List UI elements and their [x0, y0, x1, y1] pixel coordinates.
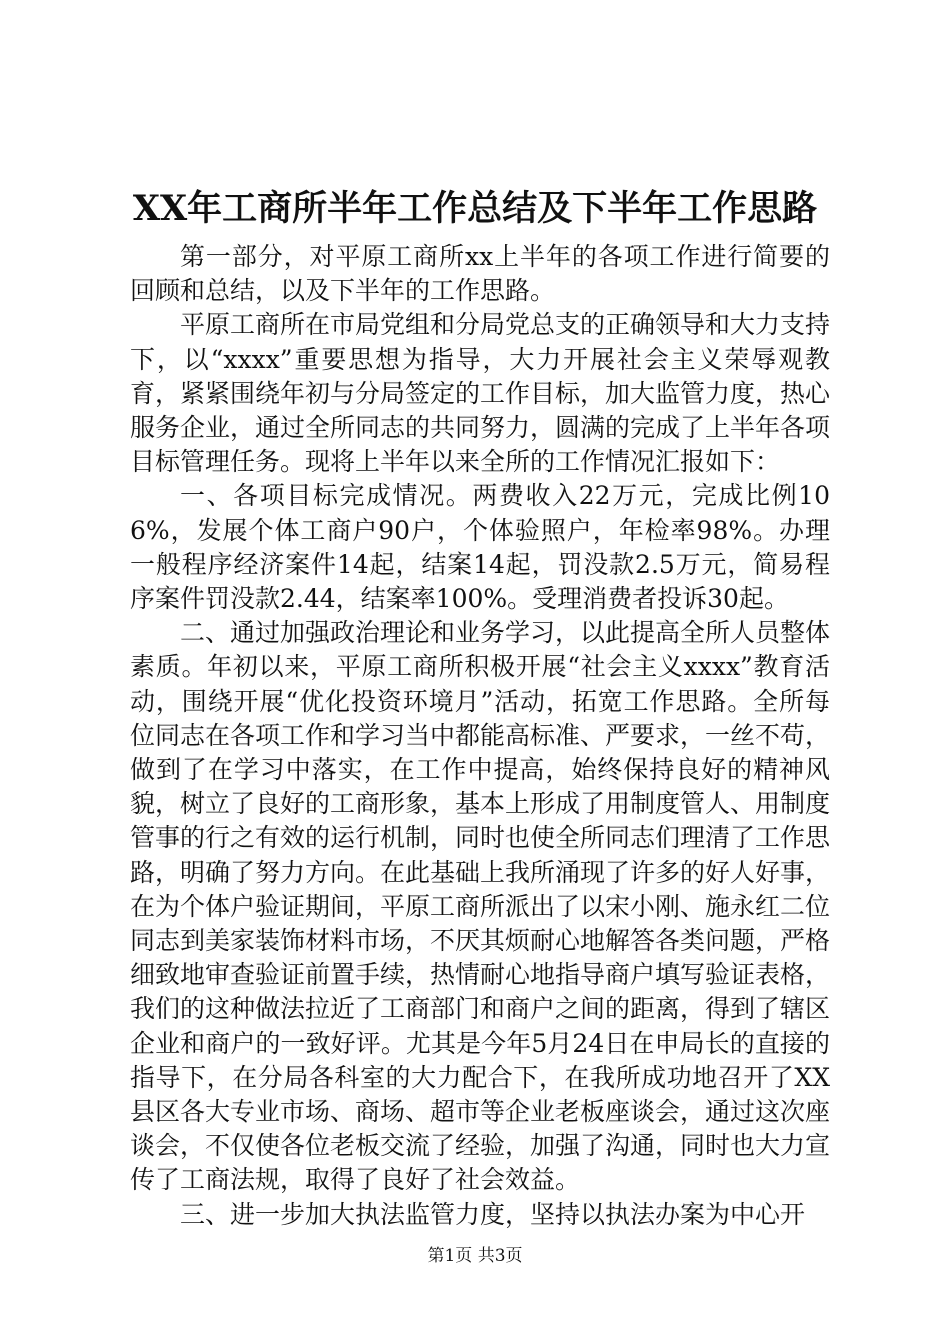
paragraph-overview: 平原工商所在市局党组和分局党总支的正确领导和大力支持下，以“xxxx”重要思想为指导，大力开展社会主义荣辱观教育，紧紧围绕年初与分局签定的工作目标，加大监管力度，热心服务企业，通过全所同志的共同努力，圆满的完成了上半年各项目标管理任务。现将上半年以来全所的工作情况汇报如下： [130, 310, 831, 477]
paragraph-section-3: 三、进一步加大执法监管力度，坚持以执法办案为中心开 [180, 1199, 806, 1229]
paragraph-section-1: 一、各项目标完成情况。两费收入22万元，完成比例106%，发展个体工商户90户，个体验照户，年检率98%。办理一般程序经济案件14起，结案14起，罚没款2.5万元，简易程序案件罚没款2.44，结案率100%。受理消费者投诉30起。 [130, 481, 830, 614]
paragraph-section-2: 二、通过加强政治理论和业务学习，以此提高全所人员整体素质。年初以来，平原工商所积极开展“社会主义xxxx”教育活动，围绕开展“优化投资环境月”活动，拓宽工作思路。全所每位同志在各项工作和学习当中都能高标准、严要求，一丝不苟，做到了在学习中落实，在工作中提高，始终保持良好的精神风貌，树立了良好的工商形象，基本上形成了用制度管人、用制度管事的行之有效的运行机制，同时也使全所同志们理清了工作思路，明确了努力方向。在此基础上我所涌现了许多的好人好事，在为个体户验证期间，平原工商所派出了以宋小刚、施永红二位同志到美家装饰材料市场，不厌其烦耐心地解答各类问题，严格细致地审查验证前置手续，热情耐心地指导商户填写验证表格，我们的这种做法拉近了工商部门和商户之间的距离，得到了辖区企业和商户的一致好评。尤其是今年5月24日在申局长的直接的指导下，在分局各科室的大力配合下，在我所成功地召开了XX县区各大专业市场、商场、超市等企业老板座谈会，通过这次座谈会，不仅使各位老板交流了经验，加强了沟通，同时也大力宣传了工商法规，取得了良好了社会效益。 [130, 618, 831, 1195]
page-footer: 第1页 共3页 [427, 1246, 523, 1266]
document-title: XX年工商所半年工作总结及下半年工作思路 [132, 188, 818, 229]
paragraph-intro: 第一部分，对平原工商所xx上半年的各项工作进行简要的回顾和总结，以及下半年的工作思路。 [130, 242, 830, 306]
document-body [130, 240, 830, 1232]
